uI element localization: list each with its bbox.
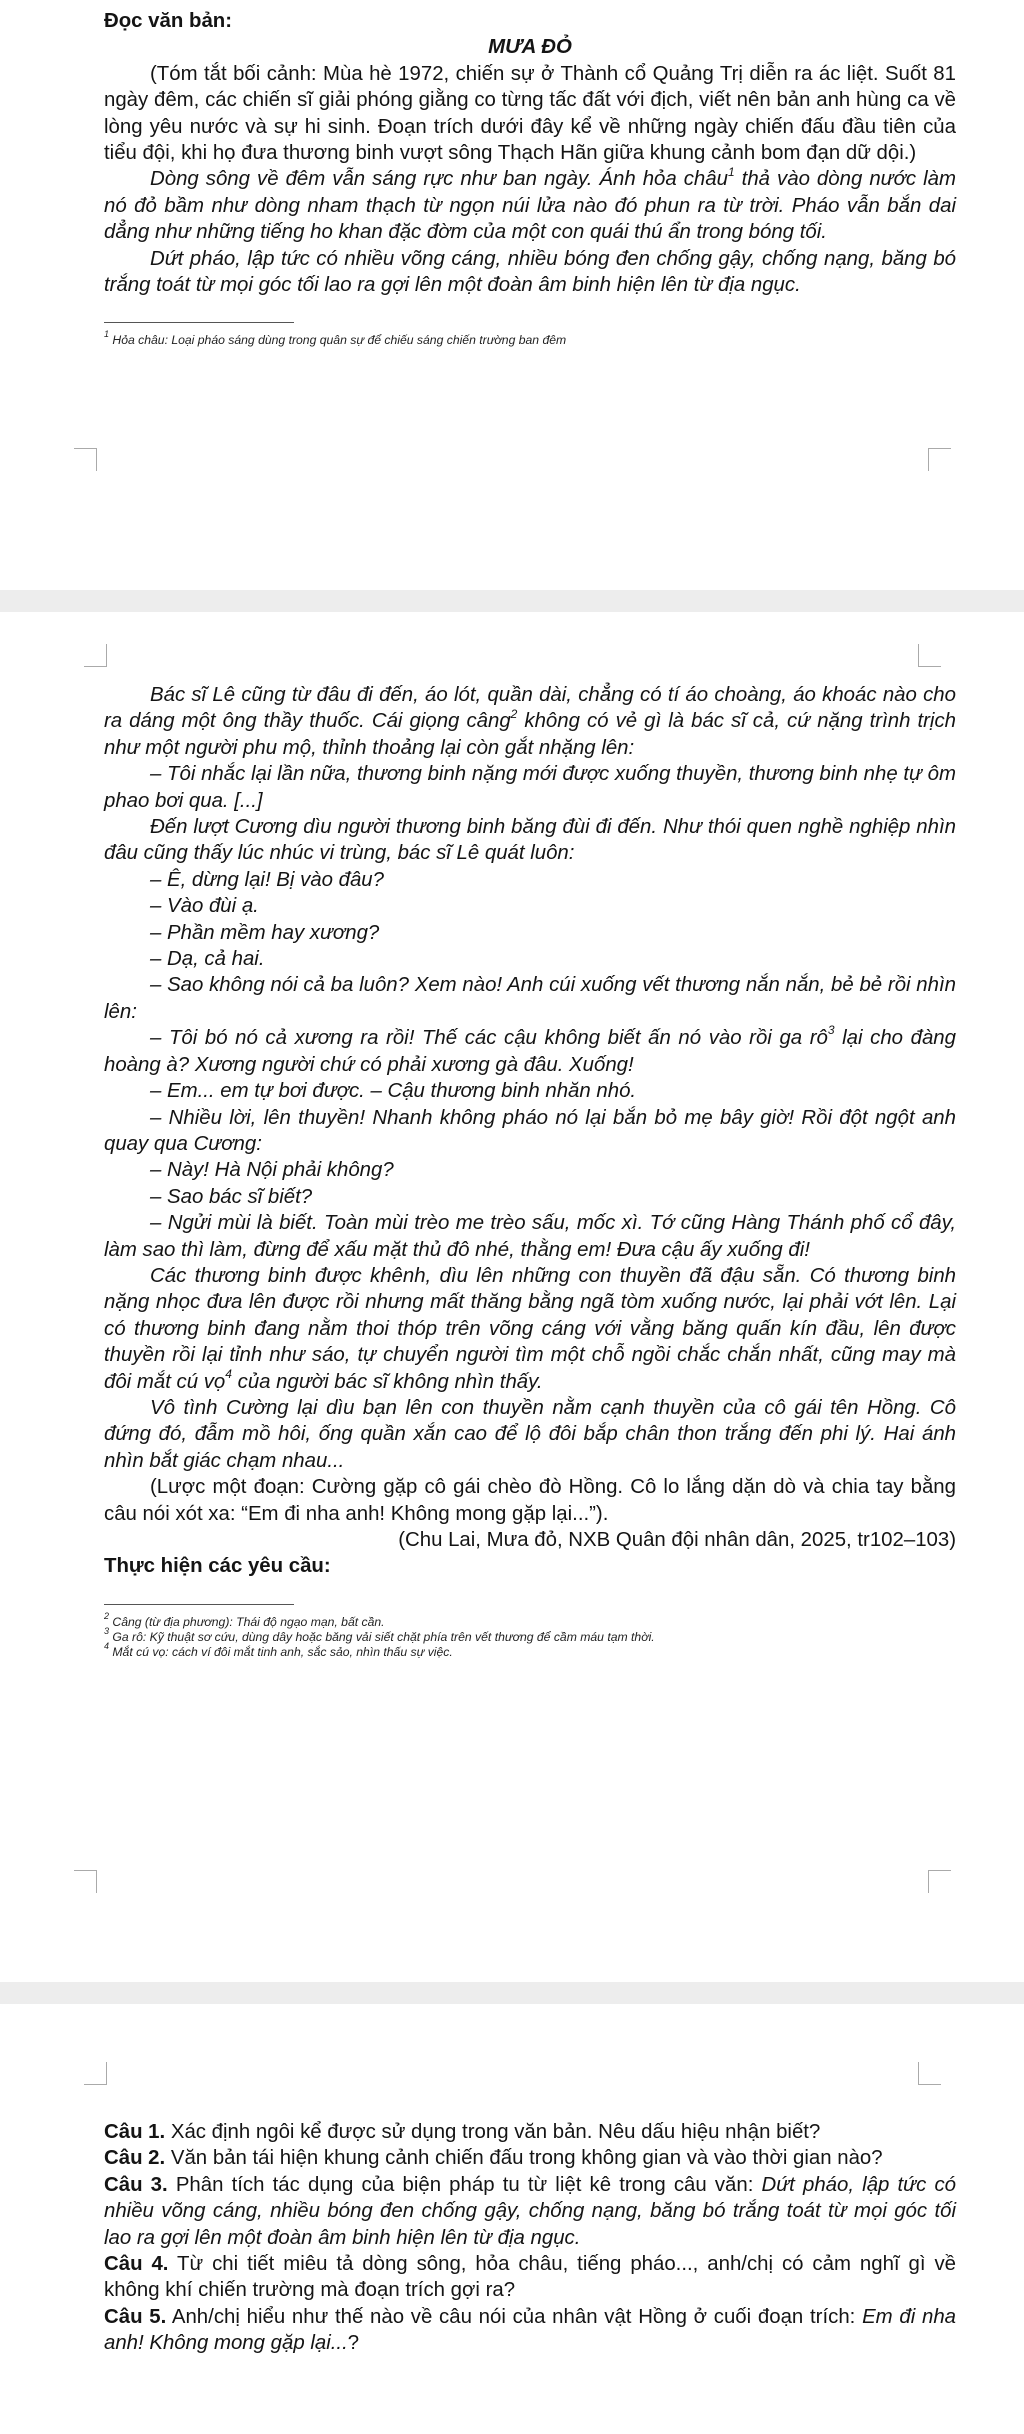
question-2: Câu 2. Văn bản tái hiện khung cảnh chiến đấu trong không gian và vào thời gian nào?: [104, 2147, 883, 2170]
dialogue-line: – Ê, dừng lại! Bị vào đâu?: [150, 868, 384, 891]
page-separator: [0, 1982, 1024, 2004]
omitted-section-note: (Lược một đoạn: Cường gặp cô gái chèo đò Hồng. Cô lo lắng dặn dò và chia tay bằng câu nói xót xa: “Em đi nha anh! Không mong gặp lại...”).: [104, 1476, 956, 1525]
footnote-divider: [104, 322, 294, 323]
footnote-divider: [104, 1604, 294, 1605]
page-2: [0, 612, 1024, 1982]
page-corner-mark: [928, 1870, 951, 1893]
paragraph-wounded: Các thương binh được khênh, dìu lên những con thuyền đã đậu sẵn. Có thương binh nặng nhọc đưa lên được rồi nhưng mất thăng bằng ngã tòm xuống nước, lại phải vớt lên. Lại có thương binh đang nằm thoi thóp trên võng cáng với vằng băng quấn kín đầu, lên được thuyền rồi lại tỉnh như sáo, tự chuyển người tìm một chỗ ngồi chắc chắn nhất, cũng may mà đôi mắt cú vọ$^4$ của người bác sĩ không nhìn thấy.: [104, 1264, 956, 1393]
dialogue-line: – Phần mềm hay xương?: [150, 921, 380, 944]
context-summary: (Tóm tắt bối cảnh: Mùa hè 1972, chiến sự ở Thành cổ Quảng Trị diễn ra ác liệt. Suốt 81 ngày đêm, các chiến sĩ giải phóng giằng co từng tấc đất với địch, viết nên bản anh hùng ca về lòng yêu nước và sự hi sinh. Đoạn trích dưới đây kể về những ngày chiến đấu đầu tiên của tiểu đội, khi họ đưa thương binh vượt sông Thạch Hãn giữa khung cảnh bom đạn dữ dội.): [104, 62, 956, 165]
page-3-content: [104, 2119, 956, 2357]
dialogue-line: – Tôi nhắc lại lần nữa, thương binh nặng mới được xuống thuyền, thương binh nhẹ tự ôm phao bơi qua. [...]: [104, 763, 956, 812]
page-corner-mark: [918, 2062, 941, 2085]
dialogue-line: – Sao không nói cả ba luôn? Xem nào! Anh cúi xuống vết thương nắn nắn, bẻ bẻ rồi nhìn lên:: [104, 974, 956, 1023]
footnote-ref-4[interactable]: 4: [225, 1366, 232, 1381]
footnote-ref-3[interactable]: 3: [827, 1023, 835, 1038]
dialogue-line: – Vào đùi ạ.: [150, 895, 259, 918]
tasks-heading: Thực hiện các yêu cầu:: [104, 1555, 331, 1578]
dialogue-line: – Nhiều lời, lên thuyền! Nhanh không pháo nó lại bắn bỏ mẹ bây giờ! Rồi đột ngột anh quay qua Cương:: [104, 1106, 956, 1155]
footnote-ref-1[interactable]: 1: [727, 164, 735, 179]
dialogue-line: – Này! Hà Nội phải không?: [150, 1159, 394, 1182]
paragraph-cuong: Đến lượt Cương dìu người thương binh băng đùi đi đến. Như thói quen nghề nghiệp nhìn đâu cũng thấy lúc nhúc vi trùng, bác sĩ Lê quát luôn:: [104, 816, 956, 865]
dialogue-line: – Ngửi mùi là biết. Toàn mùi trèo me trèo sấu, mốc xì. Tớ cũng Hàng Thánh phố cổ đây, làm sao thì làm, đừng để xấu mặt thủ đô nhé, thằng em! Đưa cậu ấy xuống đi!: [104, 1212, 956, 1261]
question-3: Câu 3. Phân tích tác dụng của biện pháp tu từ liệt kê trong câu văn: Dứt pháo, lập tức có nhiều võng cáng, nhiều bóng đen chống gậy, chống nạng, băng bó trắng toát từ mọi góc tối lao ra gợi lên một đoàn âm binh hiện lên từ địa ngục.: [104, 2173, 956, 2249]
page-corner-mark: [84, 2062, 107, 2085]
question-5: Câu 5. Anh/chị hiểu như thế nào về câu nói của nhân vật Hồng ở cuối đoạn trích: Em đi nha anh! Không mong gặp lại...?: [104, 2305, 956, 2355]
footnote-2: $^2$ Câng (từ địa phương): Thái độ ngạo mạn, bất cần.: [104, 1610, 385, 1629]
paragraph-hong: Vô tình Cường lại dìu bạn lên con thuyền nằm cạnh thuyền của cô gái tên Hồng. Cô đứng đó, đẫm mồ hôi, ống quần xắn cao để lộ đôi bắp chân thon trắng đến phi lý. Hai ánh nhìn bắt giác chạm nhau...: [104, 1396, 956, 1472]
story-title: MƯA ĐỎ: [488, 36, 572, 59]
page-corner-mark: [918, 644, 941, 667]
page-corner-mark: [928, 448, 951, 471]
paragraph-river: Dòng sông về đêm vẫn sáng rực như ban ngày. Ánh hỏa châu$^1$ thả vào dòng nước làm nó đỏ bầm như dòng nham thạch từ ngọn núi lửa nào đó phun ra từ trời. Pháo vẫn bắn dai dẳng như những tiếng ho khan đặc đờm của một con quái thú ẩn trong bóng tối.: [104, 164, 956, 244]
page-separator: [0, 590, 1024, 612]
page-corner-mark: [84, 644, 107, 667]
page-1: [0, 0, 1024, 590]
reading-heading: Đọc văn bản:: [104, 10, 233, 32]
page-1-content: [104, 8, 956, 348]
dialogue-line: – Tôi bó nó cả xương ra rồi! Thế các cậu không biết ấn nó vào rồi ga $rô^3$ lại cho đàng hoàng à? Xương người chứ có phải xương gà đâu. Xuống!: [104, 1023, 956, 1076]
source-citation: (Chu Lai, Mưa đỏ, NXB Quân đội nhân dân, 2025, tr102–103): [398, 1529, 956, 1551]
question-1: Câu 1. Xác định ngôi kể được sử dụng trong văn bản. Nêu dấu hiệu nhận biết?: [104, 2121, 821, 2143]
page-3: [0, 2004, 1024, 2434]
footnote-4: $^4$ Mắt cú vọ: cách ví đôi mắt tinh anh, sắc sảo, nhìn thấu sự việc.: [104, 1640, 453, 1659]
page-corner-mark: [74, 448, 97, 471]
paragraph-doctor-le: Bác sĩ Lê cũng từ đâu đi đến, áo lót, quần dài, chẳng có tí áo choàng, áo khoác nào cho ra dáng một ông thầy thuốc. Cái giọng câng$^2$ không có vẻ gì là bác sĩ cả, cứ nặng trình trịch như một người phu mộ, thỉnh thoảng lại còn gắt nhặng lên:: [104, 684, 956, 759]
paragraph-after-shelling: Dứt pháo, lập tức có nhiều võng cáng, nhiều bóng đen chống gậy, chống nạng, băng bó trắng toát từ mọi góc tối lao ra gợi lên một đoàn âm binh hiện lên từ địa ngục.: [104, 247, 956, 297]
footnote-ref-2[interactable]: 2: [510, 706, 518, 721]
page-corner-mark: [74, 1870, 97, 1893]
question-4: Câu 4. Từ chi tiết miêu tả dòng sông, hỏa châu, tiếng pháo..., anh/chị có cảm nghĩ gì về không khí chiến trường mà đoạn trích gợi ra?: [104, 2253, 956, 2302]
footnote-3: $^3$ Ga rô: Kỹ thuật sơ cứu, dùng dây hoặc băng vải siết chặt phía trên vết thương để cầm máu tạm thời.: [104, 1625, 655, 1644]
footnote-1: $^1$ Hỏa châu: Loại pháo sáng dùng trong quân sự để chiếu sáng chiến trường ban đêm: [104, 329, 567, 348]
dialogue-line: – Dạ, cả hai.: [150, 948, 265, 971]
page-2-content: [104, 682, 956, 1660]
dialogue-line: – Sao bác sĩ biết?: [150, 1185, 313, 1208]
dialogue-line: – Em... em tự bơi được. – Cậu thương binh nhăn nhó.: [150, 1080, 637, 1103]
